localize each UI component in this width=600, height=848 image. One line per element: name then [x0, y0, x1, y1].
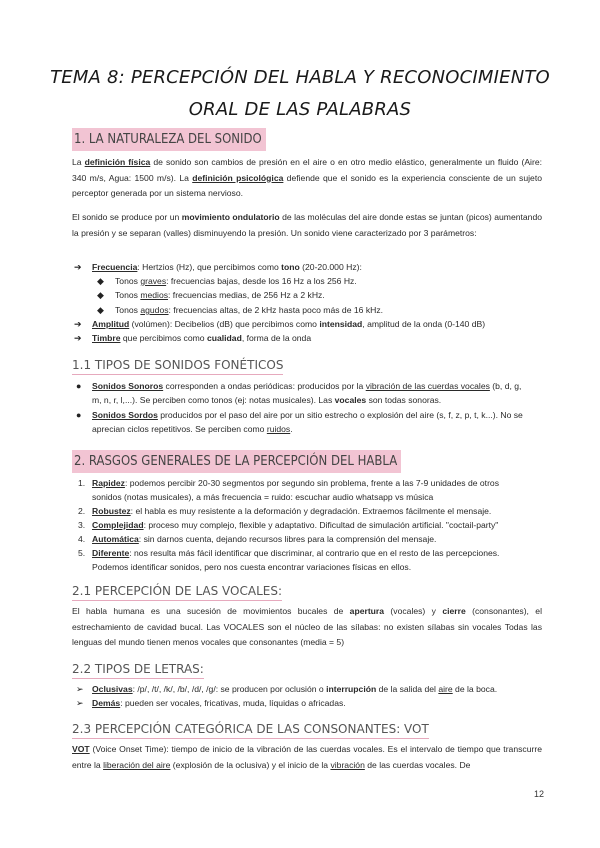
section-heading-1: 1. LA NATURALEZA DEL SONIDO [72, 128, 266, 151]
list-item-automatica: Automática: sin darnos cuenta, dejando recursos libres para la comprensión del mensaje. [92, 534, 437, 544]
list-item-medios: Tonos medios: frecuencias medias, de 256 Hz a 2 kHz. [115, 290, 325, 300]
list-item-amplitud: Amplitud (volúmen): Decibelios (dB) que percibimos como intensidad, amplitud de la onda (0-140 dB) [92, 319, 486, 329]
list-item-timbre: Timbre que percibimos como cualidad, forma de la onda [92, 333, 312, 343]
section-heading-2: 2. RASGOS GENERALES DE LA PERCEPCIÓN DEL HABLA [72, 450, 401, 473]
list-number: 2. [78, 506, 86, 516]
list-item-sordos: Sonidos Sordos producidos por el paso del aire por un sitio estrecho o explosión del aire (s, f, z, p, t, k...). No se [92, 410, 523, 420]
list-item-diferente-cont: Podemos identificar sonidos, pero nos cuesta encontrar variaciones físicas en ellos. [92, 562, 412, 572]
arrow-bullet-icon: ➔ [74, 333, 82, 343]
page-title [40, 62, 560, 126]
title-line-1: TEMA 8: PERCEPCIÓN DEL HABLA Y RECONOCIMIENTO [50, 67, 550, 88]
list-number: 4. [78, 534, 86, 544]
list-item-demas: Demás: pueden ser vocales, fricativas, muda, líquidas o africadas. [92, 698, 346, 708]
section-heading-2-2: 2.2 TIPOS DE LETRAS: [72, 660, 204, 679]
paragraph-vot: VOT (Voice Onset Time): tiempo de inicio de la vibración de las cuerdas vocales. Es el intervalo de tiempo que transcurre entre la liberación del aire (explosión de la oclusiva) y el inicio de la vibración de las cuerdas vocales. De [72, 744, 542, 770]
list-item-complejidad: Complejidad: proceso muy complejo, flexible y adaptativo. Dificultad de simulación artificial. "coctail-party" [92, 520, 499, 530]
diamond-bullet-icon: ◆ [97, 290, 104, 300]
list-item-sonoros-cont: m, n, r, l,...). Se perciben como tonos (ej: notas musicales). Las vocales son todas sonoras. [92, 395, 442, 405]
list-number: 5. [78, 548, 86, 558]
list-item-sonoros: Sonidos Sonoros corresponden a ondas periódicas: producidos por la vibración de las cuerdas vocales (b, d, g, [92, 381, 522, 391]
arrowhead-bullet-icon: ➢ [76, 684, 84, 694]
list-item-robustez: Robustez: el habla es muy resistente a la deformación y degradación. Extraemos fácilmente el mensaje. [92, 506, 492, 516]
arrow-bullet-icon: ➔ [74, 262, 82, 272]
section-heading-2-3: 2.3 PERCEPCIÓN CATEGÓRICA DE LAS CONSONANTES: VOT [72, 720, 429, 739]
section-heading-1-1: 1.1 TIPOS DE SONIDOS FONÉTICOS [72, 356, 283, 375]
arrow-bullet-icon: ➔ [74, 319, 82, 329]
dot-bullet-icon: ● [76, 410, 82, 420]
list-item-frecuencia: Frecuencia: Hertzios (Hz), que percibimos como tono (20-20.000 Hz): [92, 262, 362, 272]
dot-bullet-icon: ● [76, 381, 82, 391]
list-item-sordos-cont: aprecian ciclos repetitivos. Se perciben como ruidos. [92, 424, 293, 434]
paragraph-production: El sonido se produce por un movimiento ondulatorio de las moléculas del aire donde estas se juntan (picos) aumentando la presión y se separan (valles) disminuyendo la presión. Un sonido viene caracterizado por 3 parámetros: [72, 212, 543, 238]
list-item-rapidez: Rapidez: podemos percibir 20-30 segmentos por segundo sin problema, frente a las 7-9 unidades de otros [92, 478, 500, 488]
list-item-agudos: Tonos agudos: frecuencias altas, de 2 kHz hasta poco más de 16 kHz. [115, 305, 384, 315]
paragraph-definition: La definición física de sonido son cambios de presión en el aire o en otro medio elástico, generalmente un fluido (Aire: 340 m/s, Agua: 1500 m/s). La definición psicológica defiende que el sonido es la experiencia consciente de un sujeto perceptor generada por un sistema nervioso. [72, 157, 542, 198]
diamond-bullet-icon: ◆ [97, 305, 104, 315]
list-item-rapidez-cont: sonidos (notas musicales), a más frecuencia = ruido: escuchar audio whatsapp vs música [92, 492, 434, 502]
diamond-bullet-icon: ◆ [97, 276, 104, 286]
paragraph-vocales: El habla humana es una sucesión de movimientos bucales de apertura (vocales) y cierre (consonantes), el estrechamiento de cavidad bucal. Las VOCALES son el núcleo de las sílabas: no existen sílabas sin vocales Todas las lenguas del mundo tienen menos vocales que consonantes (media = 5) [72, 606, 542, 647]
list-item-diferente: Diferente: nos resulta más fácil identificar que discriminar, al contrario que en el resto de las percepciones. [92, 548, 500, 558]
list-number: 1. [78, 478, 86, 488]
list-item-graves: Tonos graves: frecuencias bajas, desde los 16 Hz a los 256 Hz. [115, 276, 357, 286]
list-item-oclusivas: Oclusivas: /p/, /t/, /k/, /b/, /d/, /g/: se producen por oclusión o interrupción de la salida del aire de la boca. [92, 684, 498, 694]
section-heading-2-1: 2.1 PERCEPCIÓN DE LAS VOCALES: [72, 582, 282, 601]
list-number: 3. [78, 520, 86, 530]
arrowhead-bullet-icon: ➢ [76, 698, 84, 708]
title-line-2: ORAL DE LAS PALABRAS [188, 99, 412, 120]
page-number: 12 [533, 789, 544, 799]
